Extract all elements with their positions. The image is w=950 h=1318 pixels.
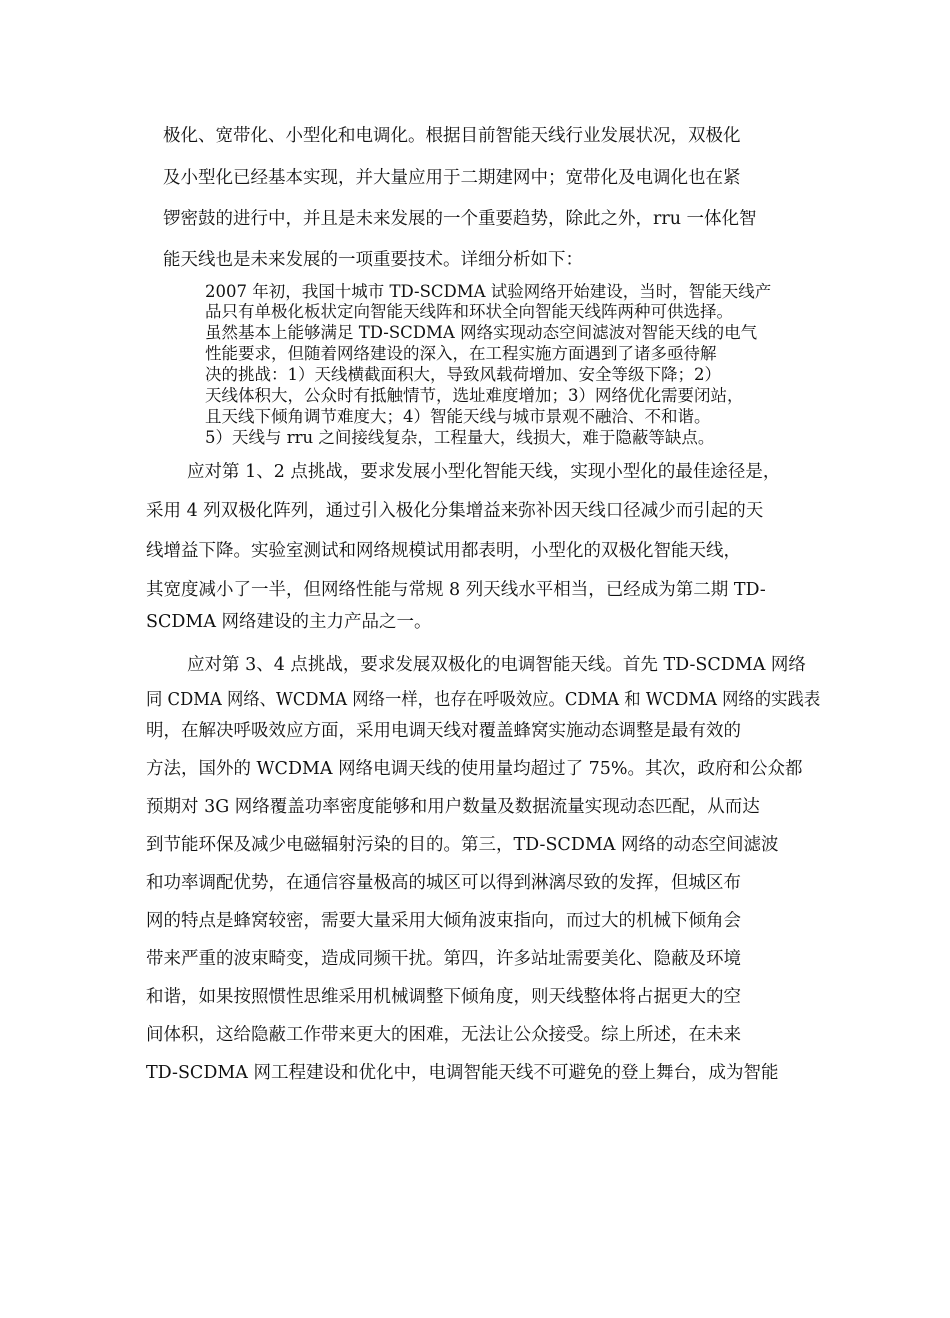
paragraph-line: TD-SCDMA 网工程建设和优化中，电调智能天线不可避免的登上舞台，成为智能 <box>146 1063 779 1083</box>
intro-line: 极化、宽带化、小型化和电调化。根据目前智能天线行业发展状况，双极化 <box>163 126 741 146</box>
intro-line: 及小型化已经基本实现，并大量应用于二期建网中；宽带化及电调化也在紧 <box>163 168 741 188</box>
paragraph-line: 间体积，这给隐蔽工作带来更大的困难，无法让公众接受。综上所述，在未来 <box>146 1025 741 1045</box>
paragraph-line: 同 CDMA 网络、WCDMA 网络一样，也存在呼吸效应。CDMA 和 WCDMA 网络的实践表 <box>146 690 821 710</box>
intro-line: 锣密鼓的进行中，并且是未来发展的一个重要趋势，除此之外，rru 一体化智 <box>163 209 757 229</box>
quote-line: 天线体积大，公众时有抵触情节，选址难度增加；3）网络优化需要闭站， <box>205 386 744 405</box>
quote-line: 且天线下倾角调节难度大；4）智能天线与城市景观不融洽、不和谐。 <box>205 407 711 426</box>
intro-line: 能天线也是未来发展的一项重要技术。详细分析如下： <box>163 250 583 270</box>
paragraph-line: 和功率调配优势，在通信容量极高的城区可以得到淋漓尽致的发挥，但城区布 <box>146 873 741 893</box>
paragraph-line: SCDMA 网络建设的主力产品之一。 <box>146 612 432 632</box>
paragraph-line: 其宽度减小了一半，但网络性能与常规 8 列天线水平相当，已经成为第二期 TD- <box>146 580 766 600</box>
paragraph-line: 方法，国外的 WCDMA 网络电调天线的使用量均超过了 75%。其次，政府和公众都 <box>146 759 803 779</box>
paragraph-line: 明，在解决呼吸效应方面，采用电调天线对覆盖蜂窝实施动态调整是最有效的 <box>146 721 741 741</box>
quote-line: 品只有单极化板状定向智能天线阵和环状全向智能天线阵两种可供选择。 <box>205 302 733 321</box>
paragraph-line: 采用 4 列双极化阵列，通过引入极化分集增益来弥补因天线口径减少而引起的天 <box>146 501 764 521</box>
paragraph-line: 应对第 3、4 点挑战，要求发展双极化的电调智能天线。首先 TD-SCDMA 网络 <box>187 655 806 675</box>
paragraph-line: 应对第 1、2 点挑战，要求发展小型化智能天线，实现小型化的最佳途径是， <box>187 462 781 482</box>
quote-line: 5）天线与 rru 之间接线复杂，工程量大，线损大，难于隐蔽等缺点。 <box>205 428 715 447</box>
paragraph-line: 网的特点是蜂窝较密，需要大量采用大倾角波束指向，而过大的机械下倾角会 <box>146 911 741 931</box>
quote-line: 决的挑战：1）天线横截面积大，导致风载荷增加、安全等级下降；2） <box>205 365 721 384</box>
quote-line: 虽然基本上能够满足 TD-SCDMA 网络实现动态空间滤波对智能天线的电气 <box>205 323 758 342</box>
paragraph-line: 和谐，如果按照惯性思维采用机械调整下倾角度，则天线整体将占据更大的空 <box>146 987 741 1007</box>
paragraph-line: 到节能环保及减少电磁辐射污染的目的。第三，TD-SCDMA 网络的动态空间滤波 <box>146 835 779 855</box>
paragraph-line: 预期对 3G 网络覆盖功率密度能够和用户数量及数据流量实现动态匹配，从而达 <box>146 797 760 817</box>
paragraph-line: 带来严重的波束畸变，造成同频干扰。第四，许多站址需要美化、隐蔽及环境 <box>146 949 741 969</box>
paragraph-line: 线增益下降。实验室测试和网络规模试用都表明，小型化的双极化智能天线， <box>146 541 741 561</box>
quote-line: 性能要求，但随着网络建设的深入，在工程实施方面遇到了诸多亟待解 <box>205 344 717 363</box>
quote-line: 2007 年初，我国十城市 TD-SCDMA 试验网络开始建设，当时，智能天线产 <box>205 282 772 301</box>
